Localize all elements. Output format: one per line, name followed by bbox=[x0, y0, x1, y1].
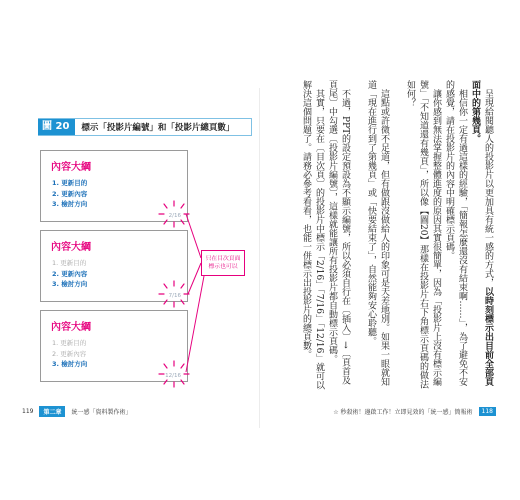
body-text-vertical bbox=[282, 80, 494, 390]
callout-note bbox=[201, 250, 245, 276]
page-number-right: 118 bbox=[479, 407, 496, 416]
running-head-left: 統一感「資料製作術」 bbox=[71, 408, 132, 416]
paragraph: 不過，PPT的設定預設為不顯示編號，所以必須自行在〔插入〕→〔頁首及頁尾〕中勾選〔投影片編號〕，這樣就能讓所有投影片都自動標示頁碼。 bbox=[327, 80, 350, 385]
slide-title: 內容大綱 bbox=[51, 322, 91, 333]
chapter-tag: 第二章 bbox=[39, 406, 65, 417]
figure-tag: 圖 20 bbox=[38, 119, 75, 135]
slide-item: 2. 更新內容 bbox=[52, 349, 87, 358]
page-number-left: 119 bbox=[22, 407, 34, 415]
slide-item: 1. 更新目的 bbox=[52, 259, 87, 267]
slide-title: 內容大綱 bbox=[51, 242, 91, 253]
slide-page-number: 2/16 bbox=[168, 213, 181, 219]
slide-item: 2. 更新內容 bbox=[52, 189, 88, 198]
slide-page-number: 7/16 bbox=[168, 293, 181, 299]
left-page-footer bbox=[22, 405, 131, 417]
slide-page-number: 12/16 bbox=[165, 373, 181, 379]
slide-title: 內容大綱 bbox=[51, 162, 91, 173]
slide-item: 3. 檢討方向 bbox=[52, 200, 88, 208]
right-page-footer bbox=[333, 405, 496, 417]
callout-line: 只在目次頁面 bbox=[205, 256, 241, 262]
figure-title: 標示「投影片編號」和「投影片總頁數」 bbox=[81, 123, 235, 133]
paragraph: 讓你感到無法掌握整體進度的原因其實很簡單，因為「投影片上沒有標示編號」「不知道還有幾頁」，所以像【圖20】那樣在投影片右下角標示頁碼的做法如何？ bbox=[405, 80, 441, 389]
running-head-right: ☆ 秒殺術！邊啟工作！立即見效的「統一感」簡報術 bbox=[333, 408, 473, 416]
slide-item: 3. 檢討方向 bbox=[52, 360, 88, 368]
slide-item: 1. 更新目的 bbox=[52, 179, 88, 187]
paragraph: 呈現給閱聽人的投影片以更加具有統一感的方式，以時刻標示出目前全部頁面中的第幾頁。 bbox=[470, 80, 493, 386]
paragraph: 其實，只要在〔目次頁〕的投影片中標示「2/16」「7/16」「12/16」就可以解決這個問題了。請務必參考看看，也能一併標示出投影片的總頁數。 bbox=[301, 80, 324, 390]
paragraph: 相信你一定有過這樣的經驗，「簡報怎麼還沒有結束啊……」，為了避免不安的感覺，請在投影片的內容中明確標示頁碼。 bbox=[444, 80, 467, 386]
slide-item: 3. 檢討方向 bbox=[52, 280, 88, 288]
paragraph: 這點或許微不足道，但有做跟沒做給人的印象可是天差地別。如果一眼就知道「現在進行到了第幾頁」或「快要結束了」，自然能夠安心聆聽。 bbox=[366, 80, 389, 386]
callout-line: 標示也可以 bbox=[208, 264, 238, 270]
slide-item: 2. 更新內容 bbox=[52, 269, 88, 278]
emphasis: 以時刻標示出目前全部頁面中的第幾頁。 bbox=[470, 80, 493, 386]
slide-item: 1. 更新目的 bbox=[52, 339, 87, 347]
